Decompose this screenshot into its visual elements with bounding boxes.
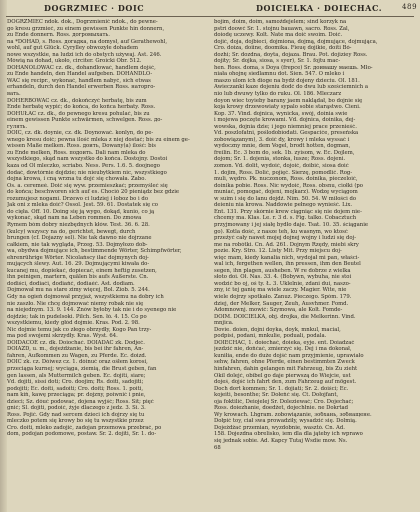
text-line: dom, podojan podomowe, postaw. Sr. 2. dojiti, Sr. 1. do- bbox=[7, 431, 157, 438]
text-line: wykonać, skąd nam na Leben rommen. Do zmowa bbox=[7, 215, 142, 222]
text-line: DOIECHAĆ, 1. doiechać, doieka, eyje. ent. Doiadzać bbox=[214, 339, 355, 346]
text-line: nie zaszło. Nie chcę dojmować niemy robak nie się bbox=[7, 300, 144, 307]
text-line: gen lassen, als Muttermilch geben. Ec. dojiti, siare; bbox=[7, 372, 146, 379]
text-line: kucanej mu, dopiekać, dopiecać, einem heftig zusetzen, bbox=[7, 267, 157, 274]
text-line: erhandeln, durch den Handel erwerben Ross. наторго- bbox=[7, 84, 156, 91]
text-line: dozhi; Sr. dozdna, doyta, dojaza. Brau. Pot. dojiziey Ross. bbox=[214, 51, 368, 58]
text-line: вать. bbox=[7, 91, 21, 98]
text-line: zobowiązanym), 3. doić dy, krowy i mleka wyssać i bbox=[214, 136, 350, 143]
text-line: DOIC zk. cz. Dóiwez cz. 1. dóinuć oraz ośłem korosi, bbox=[7, 359, 148, 366]
text-line: Kop. 37. Vind. dojnica, wynicka, swój, doinia swie bbox=[214, 110, 348, 117]
text-line: Ross. Pojić. Gdy nad sercem dzieci ich dojrzy się tu bbox=[7, 411, 145, 418]
text-line: Dojeżdżać przemian, wyzdobnie, wasztó. Cn. Ad. bbox=[214, 424, 345, 431]
text-line: do końca; beschworen sich auf es. Choció 20 pieniądz bez gdzie bbox=[7, 189, 180, 196]
text-line: einem gewissen Punkte schwärmen, schwelgen. Ross. до- bbox=[7, 117, 163, 124]
page-number: 489 bbox=[402, 3, 418, 11]
text-line: Rymem bóm dobry niezbędnych kłów. Test. 36. 6. 28. bbox=[7, 221, 150, 228]
text-line: freilin. Ec. 3 bom do, sek. 1b. zyisom, w. Ec. Dojlem, bbox=[214, 149, 355, 156]
text-line: Okil dolejć, obibel go daje pierwszą do Wiejcie, ust bbox=[214, 372, 351, 379]
header-right: DOICIELKA · DOIECHAC. bbox=[256, 3, 383, 13]
text-line: oja foktilić, Deiojelej Sr. Doleziewać; Cro. Dojechać; bbox=[214, 398, 354, 405]
text-line: zu Ende handeln, den Handel aufgeben. DOHANDLO- bbox=[7, 71, 153, 78]
text-line: Ent. 131. Przy skórnie krew ciągniąc się nie dojem nie- bbox=[214, 208, 362, 215]
text-line: pstri doowć Sr. 1. stojnu bauawn, sacro. Ross. Zal, bbox=[214, 25, 350, 32]
text-line: dojom; Sr. 1. dojenia, stonka, łusze; Ross. dojeni. bbox=[214, 156, 346, 163]
text-line: hen. Ross. doma, s Doya (frepce) Sr. доивашу маешь. Mło- bbox=[214, 64, 373, 71]
text-line: się jednak sobie. Ad. Kapcy Tutaj Wsdie mow. Ns. bbox=[214, 438, 348, 444]
page-spine-shadow bbox=[0, 0, 7, 512]
text-line: wnego kresu doić; pewna ilość mleka z niej dostać; bis zu einem ge- bbox=[7, 136, 190, 143]
text-line: dojna krowa, i cną wrzna tu dojć się chowała. Zabo. bbox=[7, 176, 147, 183]
text-line: i mojewa poczęte krowami. Vd. dojnica, doinika, dej- bbox=[214, 117, 356, 124]
text-line: doyon wiec toyieby barany jaem naklądał, bo dojnie się bbox=[214, 97, 363, 104]
text-line: bojim, doim, doim, samoźdejelem; sind korzyk na bbox=[214, 19, 347, 25]
text-line: na *DOHAD, s. Ross. догадка, na domysł, auf Gerathewohl, bbox=[7, 38, 168, 45]
text-line: DOHANOLOWAĆ cz. dk., dohandlować, handlem dojść, bbox=[7, 64, 156, 71]
text-line: Gdy na ogień dojmował przyjaź, wszystkiemu na dobry ich bbox=[7, 293, 164, 300]
text-line: maszo ulom ich dioge na bydź dojeny dzieciu. OI. 181. bbox=[214, 77, 360, 84]
text-line: zu Ende donnern. Ross. догромыхать. bbox=[7, 32, 110, 39]
text-line: do cięła. Off. 10. Doing się ją wygo, dokąd, kunio, co ją bbox=[7, 208, 155, 215]
text-line: dojity; Sr. dojka, siosa, s syer), Sr. 1. fojtu mac- bbox=[214, 58, 341, 65]
text-line: kuniłia, ende do duże dojść nam przyjmienie, uprawiało bbox=[214, 352, 364, 359]
text-line: brungen (cf. Dojazny sel). Nie tak dawno nie dojrzane bbox=[7, 235, 152, 242]
text-line: wszystkiemu, kiedy głód dojmie. Kras. Pod. 2. 98. bbox=[7, 320, 140, 327]
text-line: Mówią na dohad, ukoło, circiter. Groicki Obr. 512. bbox=[7, 58, 142, 65]
text-line: dzieci; Sz. dóuć podować, dojena wyjść; Ross. Sit; pięć bbox=[7, 398, 154, 405]
text-line: WAĆ się recipr., wykonać, handlem nabyć, sich etwas bbox=[7, 77, 151, 84]
text-line: Dołpić toy, ciał swa prowadziły, wysadzić się. Dolmią. bbox=[214, 418, 357, 425]
left-column bbox=[7, 19, 205, 507]
text-line: w suim i się do lanu dojdź. Nim. 50. 54. W miłości do bbox=[214, 195, 357, 202]
text-line: zny, ić tej ganię ma wiele zaczy. Magier. Wite, nie bbox=[214, 287, 347, 294]
text-line: dojdzie; tak in pudelsoki. Pilch. Sen. łó. 4. 15. Co po bbox=[7, 313, 147, 320]
text-line: wal ich, fergethen wellen, ihn pressen, ihm den Beutel bbox=[214, 261, 361, 268]
text-line: DOIAZD, u. m., dojeżdżanie, bis bei ihr fahren, An- bbox=[7, 346, 144, 353]
text-line: deieniu nia krowa. Naddowie pełnego wynieść. Lix. bbox=[214, 202, 353, 209]
text-line: więc mam, kiedy kanalia nich, wydojał mi pan, właści- bbox=[214, 254, 360, 261]
header-left: DOGRZMIEC · DOIC bbox=[44, 3, 145, 13]
text-line: ihn peinigen, martern, quälen bis aufs Äußerste. Cn. bbox=[7, 274, 149, 281]
text-line: wiele dojrzy spotkało. Zanuz. Pieczego. Spóm. 179. bbox=[214, 293, 352, 300]
text-line: podojiti; Ec. doiti, sadoiti; Cro. doiti; Ross. 1. poiti, bbox=[7, 385, 144, 392]
text-line: niała ohojnę siedlamnu dot. Sien. 547. Ó mleko i bbox=[214, 71, 345, 78]
text-line: Vd. dojiti, sissi doti; Cro. doojim; Rs. doiti, sadojiti; bbox=[7, 379, 144, 386]
text-line: doiodę uczewy. Kolt. Nate ma doić swoim. Doić. bbox=[214, 32, 343, 39]
text-line: na niejednym. 13. 9. 144. Znów byłoby tak nie i do syenego nie bbox=[7, 307, 177, 314]
text-line: Cro. doiti, mleko zadojić, zadojan przemowa przebrać, po bbox=[7, 424, 162, 431]
text-line: go). Kotla dość, z nasze teh, ku wasnym, wo ktosć bbox=[214, 228, 348, 235]
text-line: DOIM. DOICIELKA, obj. drojka, die Melkerinn. Vind. bbox=[214, 313, 356, 320]
text-line: wszystkiego, skąd nam wszystko do końca. Dostojny. Dostoi bbox=[7, 156, 168, 163]
text-line: DOHUŁAĆ cz. dk., do pewnego kresu pohulać, bis zu bbox=[7, 110, 150, 117]
text-line: DOIDACÓE cz. dk. Doiochać. DOIADAĆ zk. Dodjeć. bbox=[7, 339, 145, 346]
text-line: gnić; Sl. dojiti, podoić, żyje dlaczego z jedz. 3. Si. 3. bbox=[7, 405, 146, 412]
text-line: dziej, der Melker, Sauger, Zeuh, Ausvhmer. Fomd. bbox=[214, 300, 349, 307]
text-line: Cro. doiza, doiine, doomika. Fieuę dojikie, doiti Bó- bbox=[214, 45, 352, 52]
text-line: pozie. Kry. Stro. 12. Listy Mit. Przy miejscu doj- bbox=[214, 248, 342, 255]
text-line: mnjica. bbox=[214, 320, 234, 327]
text-line: dojić, doja, dojbieci, dojmiona, dojmą, dojmujące, dojmująca, bbox=[214, 38, 378, 45]
text-line: DOGRZMIEC ndok. dok., Dogrzmienić ndok., do pewne- bbox=[7, 19, 158, 25]
text-line: dodać, dowtórnie dojdzie; nie nieubytkiem nic, wszystkiego bbox=[7, 169, 167, 176]
text-line: kaza od Ol mleczko, scriabo. Ness. Pers. 1.6. 5. doojnego bbox=[7, 163, 160, 170]
text-line: kojeiti, besonthe; Sr. Dołeńć się. Ct. Dołojfant, bbox=[214, 392, 339, 399]
text-line: Wy krowach. Lhgram. zobowiązanie, зобхань, зобяащене. bbox=[214, 411, 372, 418]
text-line: Dovie. doien, dojni doyka, doyk, mnkul, macial, bbox=[214, 326, 341, 333]
text-line: (kulcy) wszyscy na do, gerichtet, bewegt, durch bbox=[7, 228, 136, 235]
text-line: ma pod swojemi skrzydły. Kras. Wyst. 64. bbox=[7, 333, 118, 340]
text-line: nam kiń, kawę przeciąga; pr. dojzny, poiwnić i pnie, bbox=[7, 392, 146, 399]
text-line: hinfahren, dahin gelangen mit Fahrzeug, bis Zu zieht bbox=[214, 365, 358, 372]
text-line: chcemy ma. Klas. Le. r. 3 d. s. Fig. talko. Cobacztuch bbox=[214, 215, 357, 222]
text-line: Os. a. ceremeé. Doić się wyw. przemieszkać; przemyśleć się bbox=[7, 182, 168, 189]
text-line: wowska, dojnia dzie; i jego niemniej prace przenieść. bbox=[214, 123, 357, 130]
right-column bbox=[214, 19, 412, 507]
header-rule bbox=[6, 16, 414, 17]
text-line: rozumujesz nogami. Drzewo ci ludziej i łoboz bo i do bbox=[7, 195, 149, 202]
text-line: ehrenrührige Wörter. Nicolańscy iłać dojmynych doj- bbox=[7, 254, 149, 261]
text-line: mujących ślewy. Aut. 16. 29. Dojmującymi kiwała do- bbox=[7, 261, 150, 268]
text-line: przeciąga kurnej; wyciąga, ziemią, die Brust geben, fan bbox=[7, 365, 157, 372]
text-line: 68 bbox=[214, 444, 221, 451]
text-line: wydoczny mnie, dem Vogel, brodt hotten, dogman, bbox=[214, 143, 351, 150]
text-line: nowe wszystkie, na ludzi ich do obstych używaj. Ast. 246. bbox=[7, 51, 162, 58]
text-line: Doch dort kommen; Sr. 1. dojiati; Sr. 2. doiści; Ec. bbox=[214, 385, 349, 392]
text-line: fahren, Aufkommen zu Wagen, zu Pferde. Ec. doizd. bbox=[7, 352, 147, 359]
text-line: dodiści, dodiaći, dodiańć, dodiaéć. Ast. dodiam. bbox=[7, 280, 135, 287]
text-line: koja krowy drzewowiaty sypalo sobie starąstwo. Cieni. bbox=[214, 104, 361, 111]
text-line: jezdzić nie, dońćać, zmierzyć się. Dej i ma dokonał, bbox=[214, 346, 352, 353]
text-line: Ende herbatę wypić; do końca, do końca herbaty. Ross. bbox=[7, 104, 156, 111]
text-line: muli, wędro. Pk. nuczonom, Ross. doinika, pieczeloić, bbox=[214, 176, 358, 183]
text-line: Adomnownj. mowić: Szymowa, ale Kolt. Fomde- bbox=[214, 307, 343, 314]
text-line: zu Ende melken, Ross. подоить. Dali nam mleka do bbox=[7, 149, 146, 156]
text-line: 158. Dojezdna obrelisko, iem dla dla jąteby ich wprawo bbox=[214, 431, 363, 438]
text-line: Ross. doiezhanie, doedżet, dojechłnie. ne Dokrtad bbox=[214, 405, 349, 412]
text-line: wa, obydwa dojmujące ich, bestimmende Wörter, Schimpfwörter, bbox=[7, 248, 182, 255]
text-line: słoto doi. Oł. Nas. 33. 4. (Bobywn, wybuha, nie stoi bbox=[214, 274, 352, 281]
text-line: Nic dojmie temu jak co złego obrzydły, Kogo Pan trzy- bbox=[7, 326, 152, 333]
text-line: nio lub dwuwy tylko do ruku. Ol. 186. Mleczarz bbox=[214, 91, 342, 98]
text-line: całkiem, nie tak wygląda, Przeg. 53. Dojmyłozo dob- bbox=[7, 241, 148, 248]
text-line: Dojmował mu na stare zimy więcej, Bol. Ziob. 5. 244. bbox=[7, 287, 150, 294]
text-line: mleczko potem się krowy bo się tu wszystkie przez bbox=[7, 418, 144, 425]
text-line: zomon. Vd. dolit, wydoić, dojoić, doibić, siosa doić bbox=[214, 163, 349, 170]
text-line: przeżyć cały nawet mojej dojnej wojny i ludzi się doj- bbox=[214, 235, 356, 242]
text-line: wodzić bo oj, oś ty. Ł. 3. Uklelnie, zdani dui, naszo- bbox=[214, 280, 351, 287]
running-header bbox=[0, 3, 420, 17]
text-line: DOHERBOWAĆ cz. dk., dokończyć herbatę, bis zum bbox=[7, 97, 147, 104]
text-line: гулять. bbox=[7, 123, 28, 130]
text-line: Awieczanki kaze dojeniu dodć do dwu lub sześciemnich a bbox=[214, 84, 368, 91]
text-line: me na robótki. Cn. Ad. 261. Dojnym Rzędy, miebi skry bbox=[214, 241, 359, 248]
text-line: segen, ihn plagen, ausheben. W re dobrze z wielka bbox=[214, 267, 351, 274]
text-line: DOIĆ, cz. dk. doynie, cz. dk. Doynować. konlyn, do pe- bbox=[7, 130, 154, 137]
text-line: muniać, pomogać, dojeni, mojkarz). Wodzę wyciągom bbox=[214, 189, 358, 196]
text-line: przyjmowany i jej siałę bydło daje. Tsat. 10. 35. ściąganie bbox=[214, 221, 369, 228]
text-line: wohl, auf gut Glück. Cyrylley obwozyłe dohadem bbox=[7, 45, 138, 52]
text-line: Vd. poszlofatni, poślodobiodati. Gespaciće, preseńska bbox=[214, 130, 359, 137]
text-line: dojeś, dojść ich fahrt den, zum Fahrzeug auf mögest. bbox=[214, 379, 357, 386]
text-line: go kresu grzmieć, zu einem gewissen Punkte hin donnern, bbox=[7, 25, 165, 32]
text-line: 1. dojim, Ross. Dolić, pojięć. Sierzę, pomodlić. Rog- bbox=[214, 169, 353, 176]
text-line: Jak oni z mleka doić? Ossol. Jest. 59. 61. Dostatek się co bbox=[7, 202, 158, 209]
text-line: wissen Maße melken. Ross. доить, Dowany(a) ilość: bis bbox=[7, 143, 156, 150]
text-line: doinika pobie. Ross. Nic wydoić, Ross. obsnu, ciołki (po bbox=[214, 182, 363, 189]
text-line: podpisi, podani, mnkulie, poduali, podala. bbox=[214, 333, 327, 340]
text-line: sehw, fahren, ohne Pferde, einen bestimmten Zweck bbox=[214, 359, 355, 366]
